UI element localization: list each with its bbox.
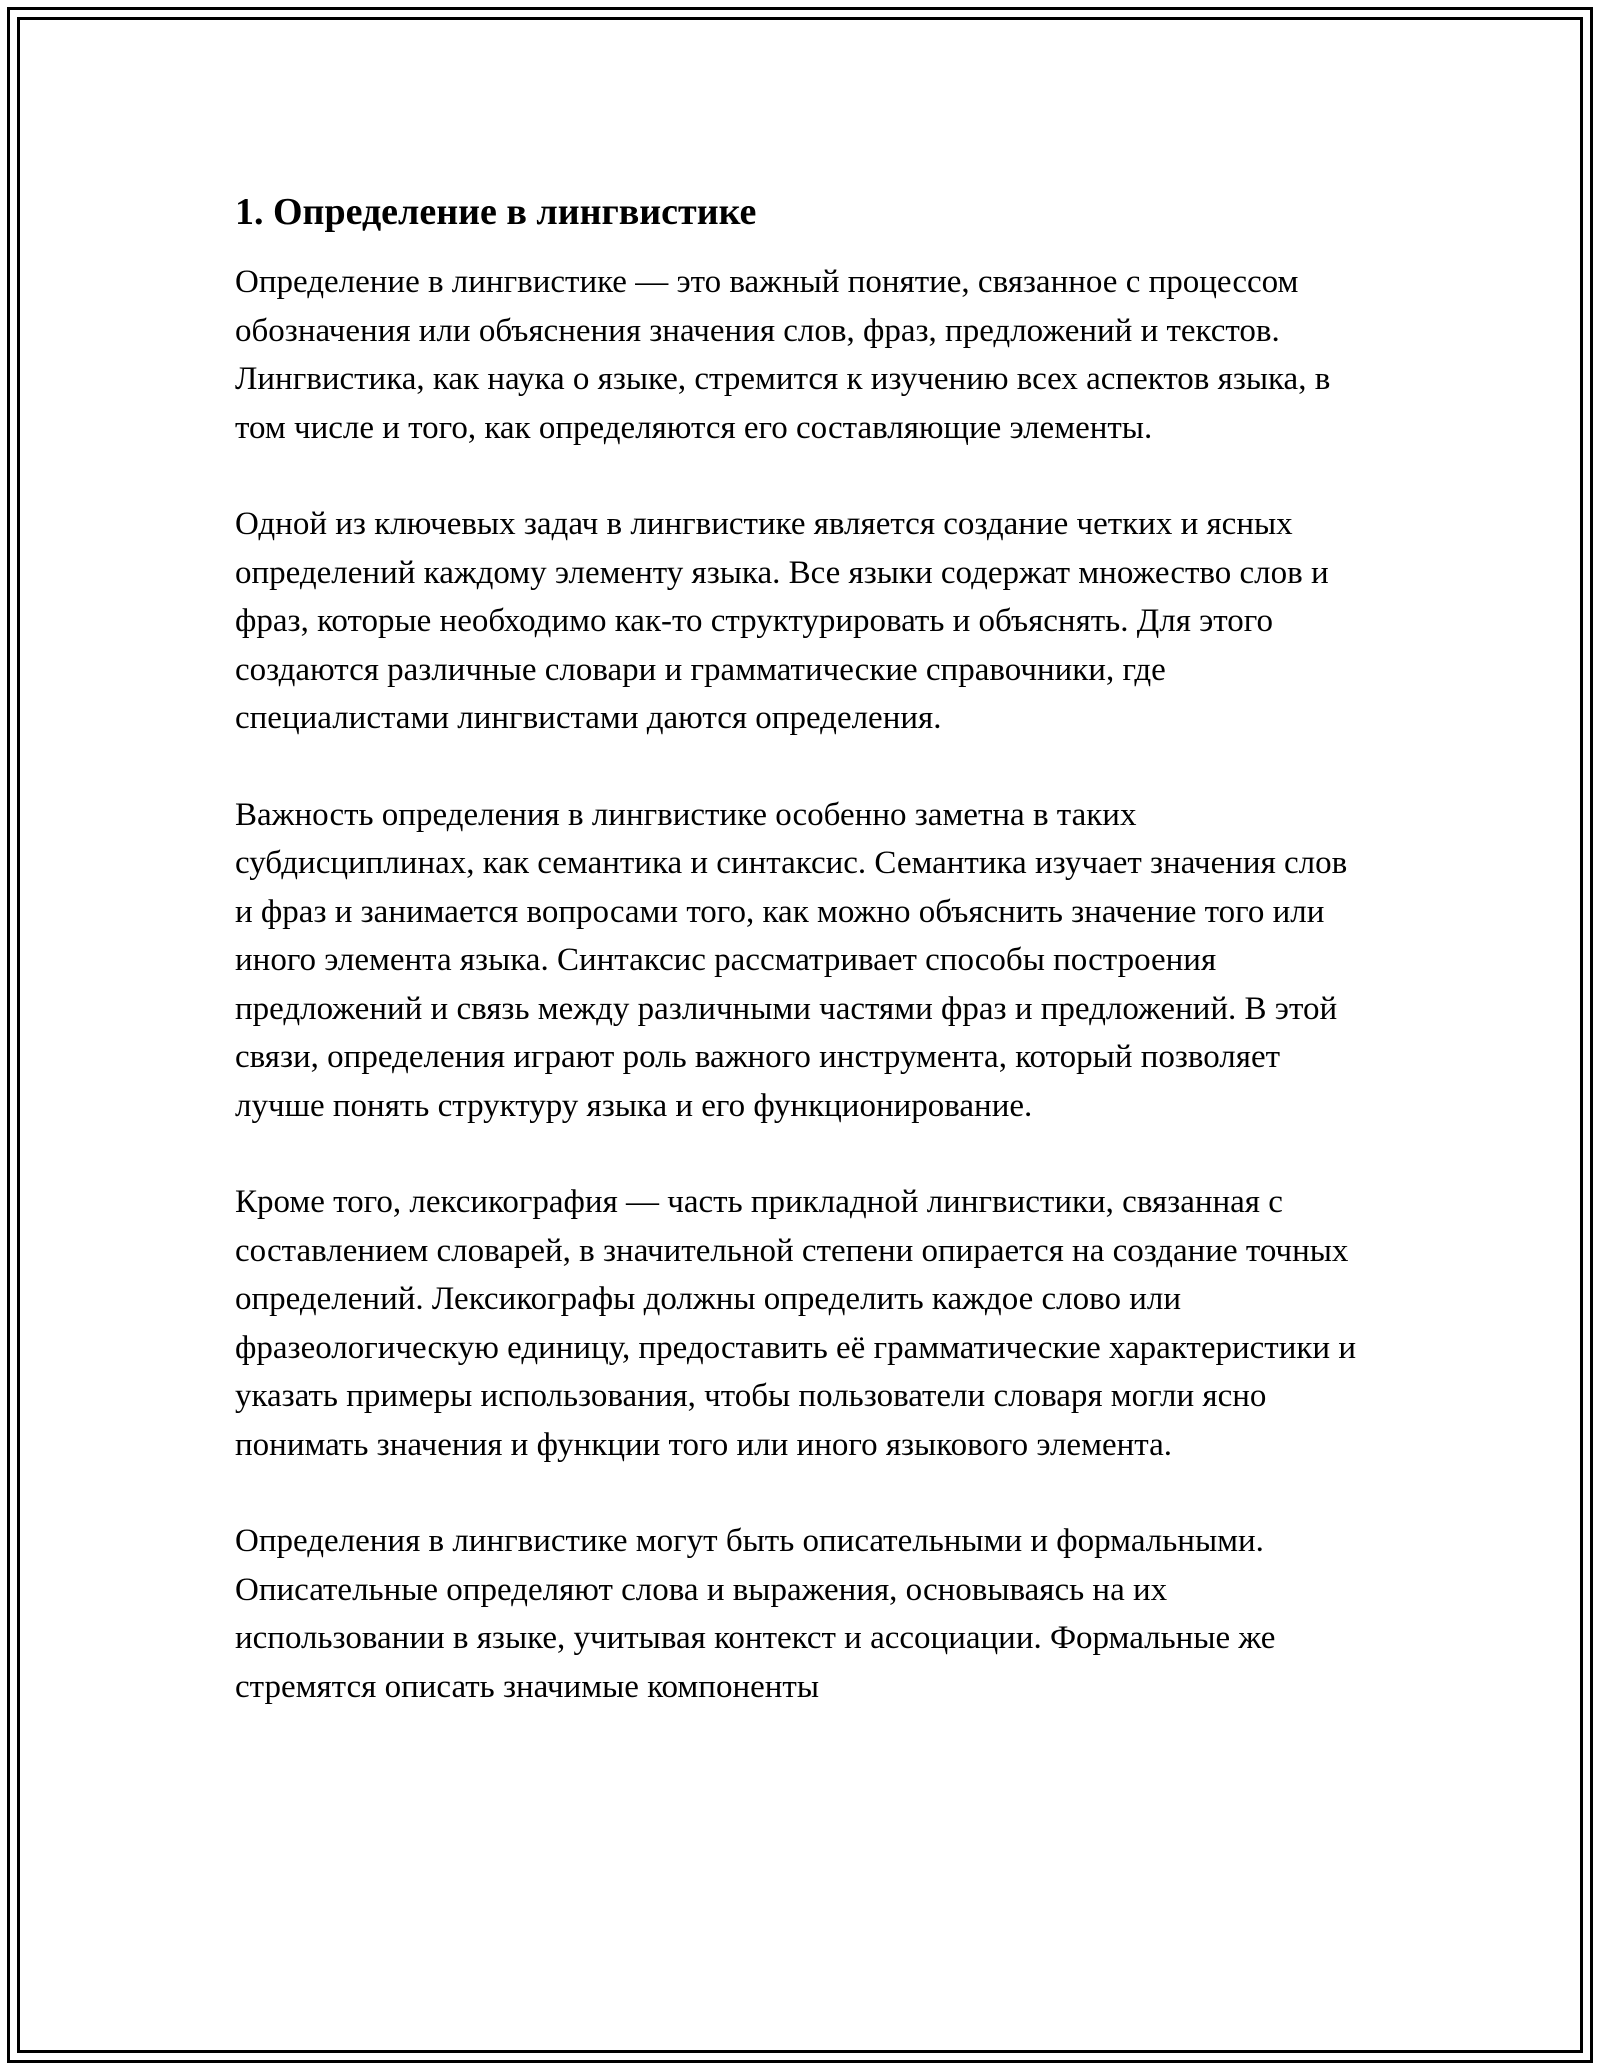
paragraph-3: Важность определения в лингвистике особенно заметна в таких субдисциплинах, как семантика и синтаксис. Семантика изучает значения слов и фраз и занимается вопросами того, как можно объяснить значение того или иного элемента языка. Синтаксис рассматривает способы построения предложений и связь между различными частями фраз и предложений. В этой связи, определения играют роль важного инструмента, который позволяет лучше понять структуру языка и его функционирование.	[235, 796, 1348, 1124]
paragraph-5: Определения в лингвистике могут быть описательными и формальными. Описательные определяют слова и выражения, основываясь на их использовании в языке, учитывая контекст и ассоциации. Формальные же стремятся описать значимые компоненты	[235, 1523, 1276, 1705]
paragraph-2: Одной из ключевых задач в лингвистике является создание четких и ясных определений каждому элементу языка. Все языки содержат множество слов и фраз, которые необходимо как-то структурировать и объяснять. Для этого создаются различные словари и грамматические справочники, где специалистами лингвистами даются определения.	[235, 506, 1329, 736]
paragraph-1: Определение в лингвистике — это важный понятие, связанное с процессом обозначения или объяснения значения слов, фраз, предложений и текстов. Лингвистика, как наука о языке, стремится к изучению всех аспектов языка, в том числе и того, как определяются его составляющие элементы.	[235, 264, 1331, 446]
section-heading: 1. Определение в лингвистике	[235, 191, 757, 233]
document-body	[235, 186, 1365, 1759]
paragraph-4: Кроме того, лексикография — часть прикладной лингвистики, связанная с составлением словарей, в значительной степени опирается на создание точных определений. Лексикографы должны определить каждое слово или фразеологическую единицу, предоставить её грамматические характеристики и указать примеры использования, чтобы пользователи словаря могли ясно понимать значения и функции того или иного языкового элемента.	[235, 1184, 1356, 1463]
